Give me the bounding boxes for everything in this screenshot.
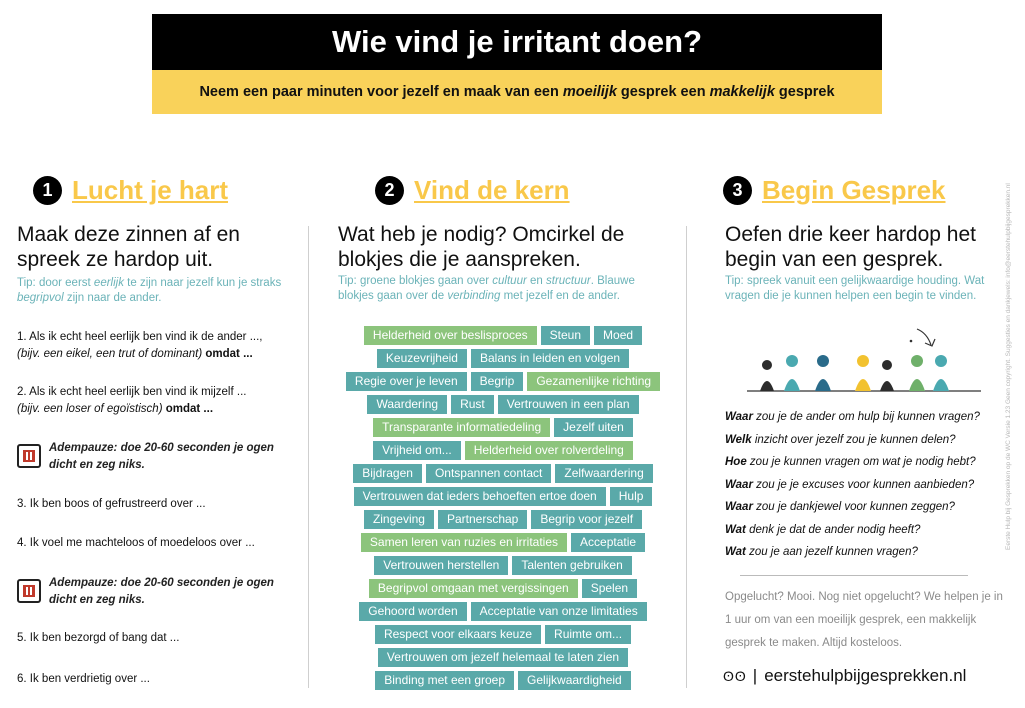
question-item: [725, 410, 1015, 424]
need-chip[interactable]: Ontspannen contact: [426, 464, 551, 483]
subtitle-emphasis-2: makkelijk: [709, 84, 775, 100]
column-2-lead: Wat heb je nodig? Omcirkel de blokjes die je aanspreken.: [338, 223, 625, 271]
need-chip[interactable]: Bijdragen: [353, 464, 422, 483]
need-chip[interactable]: Acceptatie van onze limitaties: [471, 602, 647, 621]
question-text: zou je dankjewel voor kunnen zeggen?: [752, 501, 955, 513]
need-chip[interactable]: Zelfwaardering: [555, 464, 652, 483]
need-chip[interactable]: Gehoord worden: [359, 602, 466, 621]
need-chip[interactable]: Samen leren van ruzies en irritaties: [361, 533, 567, 552]
prompt-ending: omdat ...: [165, 403, 214, 415]
need-chip[interactable]: Helderheid over beslisproces: [364, 326, 537, 345]
need-chip[interactable]: Begrip: [471, 372, 524, 391]
need-chip[interactable]: Respect voor elkaars keuze: [375, 625, 541, 644]
figure-icon: [855, 355, 871, 391]
need-chip[interactable]: Vrijheid om...: [373, 441, 461, 460]
column-3-tip: Tip: spreek vanuit een gelijkwaardige houding. Wat vragen die je kunnen helpen een begin te vinden.: [725, 275, 985, 302]
tip-emphasis: verbinding: [447, 290, 501, 302]
tip-text: en: [526, 275, 546, 287]
side-credit-text: Eerste Hulp bij Gesprekken op de WC Versie 1.23 Geen copyright. Suggesties en dankjewels: info@eerstehulpbijgesprekken.nl: [1005, 183, 1012, 550]
step-number-1: 1: [33, 176, 62, 205]
creative-commons-icon: ʘʘ: [723, 668, 747, 684]
tip-text: met jezelf en de ander.: [500, 290, 620, 302]
chip-row: [338, 510, 668, 529]
prompt-ending: omdat ...: [205, 348, 253, 360]
prompt-text: 1. Als ik echt heel eerlijk ben vind ik de ander ...,: [17, 331, 263, 343]
prompt-item-4: 4. Ik voel me machteloos of moedeloos over ...: [17, 537, 255, 549]
question-item: [725, 523, 1015, 537]
question-keyword: Hoe: [725, 456, 747, 468]
tip-emphasis: eerlijk: [93, 277, 124, 289]
page-subtitle: [152, 70, 882, 114]
tip-emphasis: begripvol: [17, 292, 64, 304]
pause-icon: [17, 579, 41, 603]
need-chip[interactable]: Begripvol omgaan met vergissingen: [369, 579, 578, 598]
figure-icon: [933, 355, 949, 391]
column-divider: [686, 226, 687, 688]
step-number-3: 3: [723, 176, 752, 205]
prompt-item-6: 6. Ik ben verdrietig over ...: [17, 673, 150, 685]
column-1-tip: [17, 276, 287, 306]
need-chip[interactable]: Transparante informatiedeling: [373, 418, 550, 437]
prompt-example: (bijv. een loser of egoïstisch): [17, 403, 163, 415]
chip-row: [338, 648, 668, 667]
brand-separator: |: [752, 666, 758, 685]
figure-icon: [815, 355, 831, 391]
chip-row: [338, 395, 668, 414]
need-chip[interactable]: Hulp: [610, 487, 653, 506]
chip-row: [338, 671, 668, 690]
needs-chip-cloud: [338, 326, 668, 694]
prompt-item-1: [17, 329, 297, 363]
chip-row: [338, 326, 668, 345]
need-chip[interactable]: Vertrouwen dat ieders behoeften ertoe doen: [354, 487, 606, 506]
figure-icon: [909, 355, 925, 391]
people-illustration-icon: [745, 325, 985, 397]
need-chip[interactable]: Zingeving: [364, 510, 434, 529]
brand-url[interactable]: eerstehulpbijgesprekken.nl: [764, 666, 967, 685]
need-chip[interactable]: Keuzevrijheid: [377, 349, 467, 368]
need-chip[interactable]: Steun: [541, 326, 590, 345]
question-item: [725, 455, 1015, 469]
need-chip[interactable]: Balans in leiden en volgen: [471, 349, 629, 368]
column-1-heading: [33, 174, 228, 206]
breathing-pause-2: [17, 575, 297, 609]
chip-row: [338, 579, 668, 598]
tip-emphasis: cultuur: [492, 275, 527, 287]
breathing-pause-1: [17, 440, 297, 474]
need-chip[interactable]: Moed: [594, 326, 642, 345]
page-title: Wie vind je irritant doen?: [152, 14, 882, 70]
question-keyword: Wat: [725, 523, 746, 536]
need-chip[interactable]: Binding met een groep: [375, 671, 514, 690]
question-keyword: Waar: [725, 478, 753, 491]
need-chip[interactable]: Ruimte om...: [545, 625, 631, 644]
figure-icon: [784, 355, 800, 391]
column-2-tip: [338, 274, 658, 304]
tip-text: zijn naar de ander.: [63, 292, 162, 304]
chip-row: [338, 533, 668, 552]
need-chip[interactable]: Helderheid over rolverdeling: [465, 441, 633, 460]
question-text: inzicht over jezelf zou je kunnen delen?: [751, 433, 956, 446]
question-text: zou je kunnen vragen om wat je nodig hebt?: [746, 456, 976, 468]
question-text: zou je de ander om hulp bij kunnen vragen?: [752, 411, 980, 423]
question-text: denk je dat de ander nodig heeft?: [745, 523, 921, 536]
need-chip[interactable]: Vertrouwen om jezelf helemaal te laten zien: [378, 648, 628, 667]
column-2-title[interactable]: Vind de kern: [414, 174, 570, 205]
chip-row: [338, 625, 668, 644]
question-text: zou je aan jezelf kunnen vragen?: [745, 546, 918, 558]
figure-icon: [760, 360, 774, 391]
chip-row: [338, 487, 668, 506]
tip-text: Tip: groene blokjes gaan over: [338, 275, 493, 287]
outro-text: Opgelucht? Mooi. Nog niet opgelucht? We helpen je in 1 uur om van een moeilijk gesprek, een makkelijk gesprek te maken. Altijd kosteloos.: [725, 591, 1003, 649]
tip-text: Tip: door eerst: [17, 277, 94, 289]
column-divider: [308, 226, 309, 688]
step-number-2: 2: [375, 176, 404, 205]
column-1-title[interactable]: Lucht je hart: [72, 174, 229, 205]
question-item: [725, 478, 1015, 492]
need-chip[interactable]: Vertrouwen in een plan: [498, 395, 639, 414]
question-item: [725, 433, 1015, 447]
need-chip[interactable]: Talenten gebruiken: [512, 556, 631, 575]
need-chip[interactable]: Gelijkwaardigheid: [518, 671, 631, 690]
figure-icon: [880, 360, 894, 391]
need-chip[interactable]: Partnerschap: [438, 510, 527, 529]
column-3-title[interactable]: Begin Gesprek: [762, 174, 946, 205]
question-item: [725, 500, 1015, 514]
question-item: [725, 545, 1015, 559]
need-chip[interactable]: Acceptatie: [571, 533, 645, 552]
tip-emphasis: structuur: [546, 275, 591, 287]
brand-footer[interactable]: [723, 666, 966, 686]
subtitle-emphasis-1: moeilijk: [562, 84, 617, 100]
need-chip[interactable]: Rust: [451, 395, 494, 414]
column-2-heading: [375, 174, 570, 206]
need-chip[interactable]: Begrip voor jezelf: [531, 510, 642, 529]
prompt-item-3: 3. Ik ben boos of gefrustreerd over ...: [17, 498, 206, 510]
breathing-pause-text: Adempauze: doe 20-60 seconden je ogen dicht en zeg niks.: [49, 442, 274, 471]
need-chip[interactable]: Waardering: [367, 395, 447, 414]
chip-row: [338, 372, 668, 391]
subtitle-text: Neem een paar minuten voor jezelf en maak van een: [199, 84, 563, 100]
need-chip[interactable]: Jezelf uiten: [554, 418, 633, 437]
prompt-item-2: [17, 384, 297, 418]
chip-row: [338, 441, 668, 460]
column-1-lead: Maak deze zinnen af en spreek ze hardop uit.: [17, 223, 240, 271]
question-keyword: Waar: [725, 411, 753, 423]
chip-row: [338, 418, 668, 437]
chip-row: [338, 602, 668, 621]
chip-row: [338, 464, 668, 483]
divider: [740, 575, 968, 576]
chip-row: [338, 349, 668, 368]
tip-text: . Blauwe blokjes gaan over de: [338, 275, 635, 302]
subtitle-text: gesprek een: [616, 84, 710, 100]
prompt-text: 2. Als ik echt heel eerlijk ben vind ik mijzelf ...: [17, 386, 247, 398]
subtitle-text: gesprek: [774, 84, 835, 100]
need-chip[interactable]: Vertrouwen herstellen: [374, 556, 508, 575]
question-keyword: Waar: [725, 501, 753, 513]
prompt-example: (bijv. een eikel, een trut of dominant): [17, 348, 203, 360]
need-chip[interactable]: Regie over je leven: [346, 372, 467, 391]
column-3-heading: [723, 174, 946, 206]
breathing-pause-text: Adempauze: doe 20-60 seconden je ogen dicht en zeg niks.: [49, 577, 274, 606]
need-chip[interactable]: Gezamenlijke richting: [527, 372, 660, 391]
need-chip[interactable]: Spelen: [582, 579, 637, 598]
tip-text: te zijn naar jezelf kun je straks: [123, 277, 282, 289]
question-keyword: Welk: [725, 433, 752, 446]
column-3-lead: Oefen drie keer hardop het begin van een gesprek.: [725, 223, 976, 271]
chip-row: [338, 556, 668, 575]
pause-icon: [17, 444, 41, 468]
question-keyword: Wat: [725, 546, 746, 558]
prompt-item-5: 5. Ik ben bezorgd of bang dat ...: [17, 632, 180, 644]
question-text: zou je je excuses voor kunnen aanbieden?: [752, 478, 975, 491]
